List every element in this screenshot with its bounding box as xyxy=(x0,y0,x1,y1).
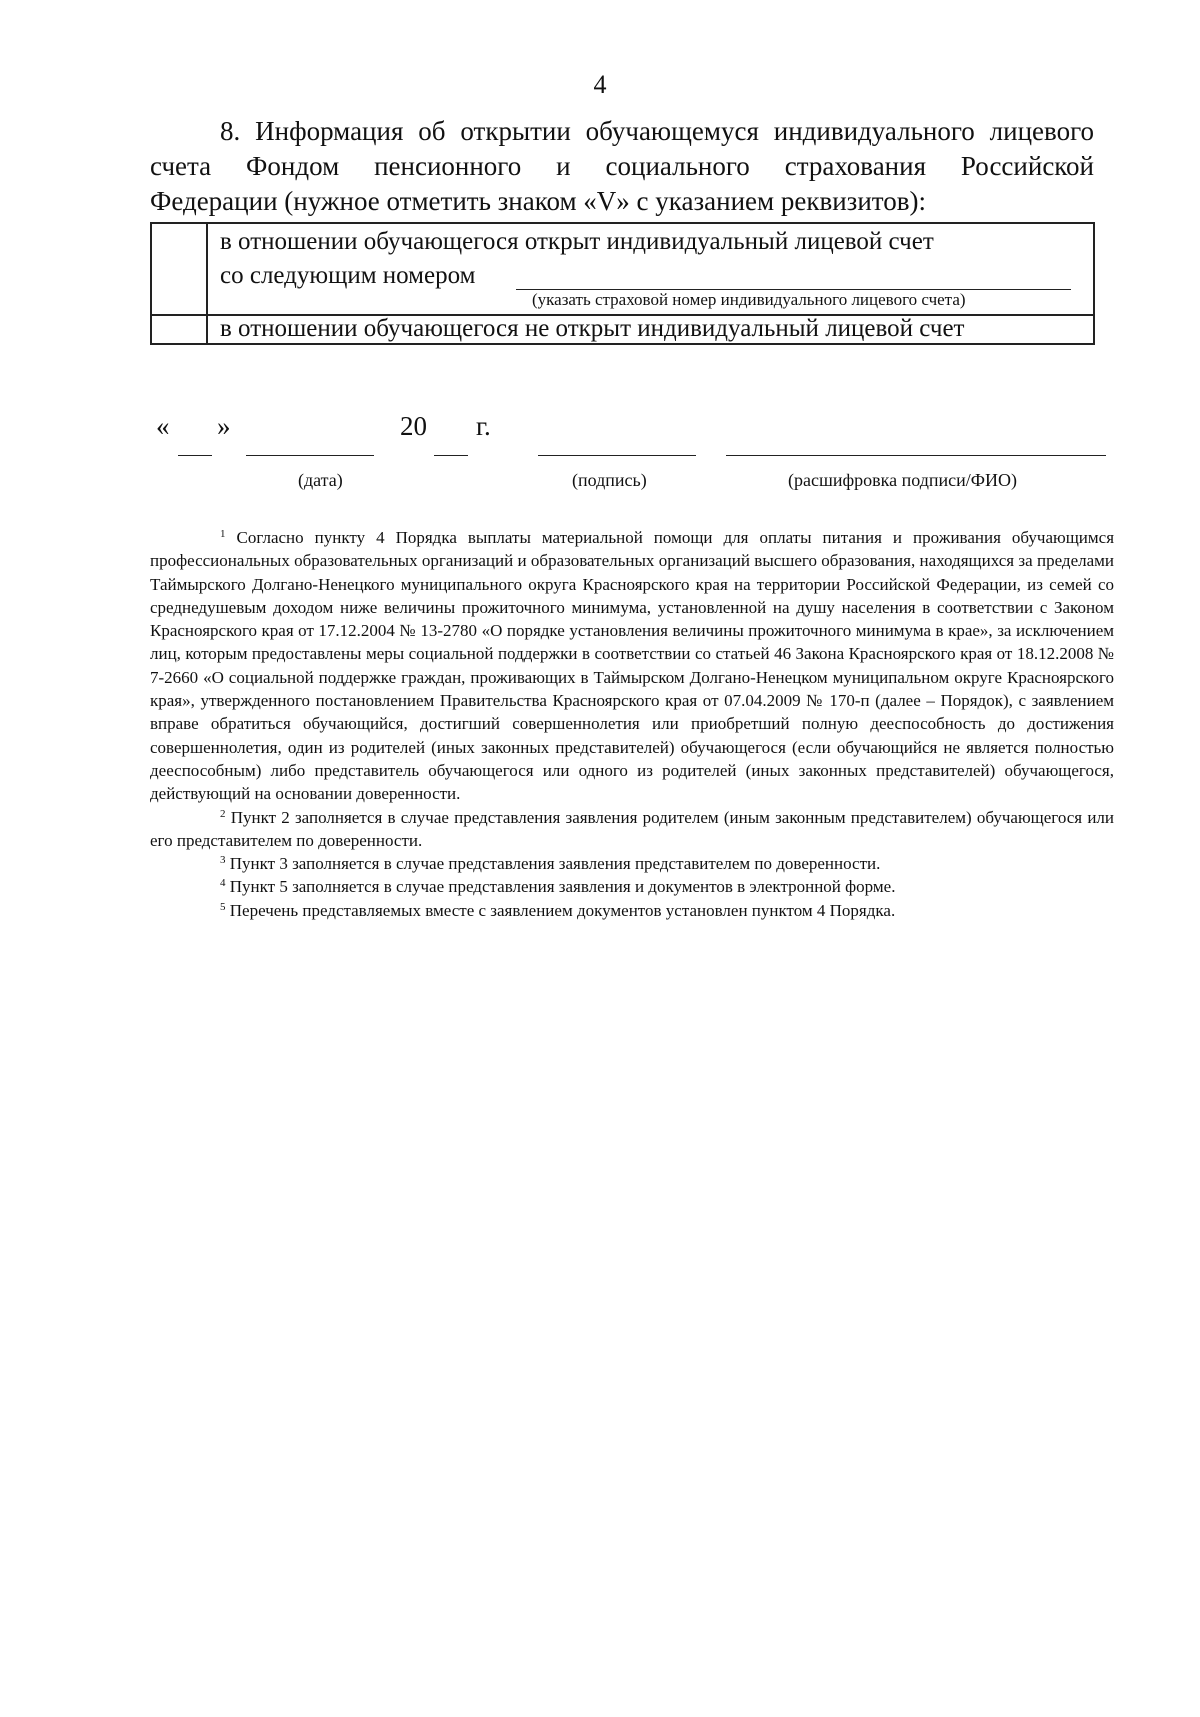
signature-caption: (подпись) xyxy=(572,470,647,490)
footnote xyxy=(150,526,1114,806)
date-close-quote: » xyxy=(217,411,231,441)
footnotes xyxy=(150,526,1114,922)
section-heading xyxy=(150,114,1094,219)
option-not-opened-label: в отношении обучающегося не открыт индивидуальный лицевой счет xyxy=(220,315,965,342)
footnote xyxy=(150,899,1114,922)
full-name-field[interactable] xyxy=(726,455,1106,456)
footnote-mark: 2 xyxy=(220,807,226,820)
footnote-text: Перечень представляемых вместе с заявлением документов установлен пунктом 4 Порядка. xyxy=(229,900,896,920)
account-number-hint: (указать страховой номер индивидуального лицевого счета) xyxy=(532,290,966,309)
footnote-mark: 4 xyxy=(220,877,226,890)
date-caption: (дата) xyxy=(298,470,343,490)
checkbox-column-divider xyxy=(206,224,208,343)
footnote xyxy=(150,875,1114,898)
option-opened-label: в отношении обучающегося открыт индивидуальный лицевой счет xyxy=(220,228,934,255)
footnote-text: Пункт 5 заполняется в случае представления заявления и документов в электронной форме. xyxy=(229,877,896,897)
footnote xyxy=(150,806,1114,853)
heading-line-1: 8. Информация об открытии обучающемуся индивидуального лицевого xyxy=(220,116,1094,146)
footnote-mark: 5 xyxy=(220,900,226,913)
footnote-text: Пункт 2 заполняется в случае представления заявления родителем (иным законным представителем) обучающегося или его представителем по доверенности. xyxy=(150,807,1115,850)
signature-field[interactable] xyxy=(538,455,696,456)
footnote-text: Согласно пункту 4 Порядка выплаты материальной помощи для оплаты питания и проживания обучающимся профессиональных образовательных организаций и образовательных организаций высшего образования, находящихся за пределами Таймырского Долгано-Ненецкого муниципального округа Красноярского края на территории Российской Федерации, из семей со среднедушевым доходом ниже величины прожиточного минимума, установленной на душу населения в соответствии с Законом Красноярского края от 17.12.2004 № 13-2780 «О порядке установления величины прожиточного минимума в крае», за исключением лиц, которым предоставлены меры социальной поддержки в соответствии со статьей 46 Закона Красноярского края от 18.12.2008 № 7-2660 «О социальной поддержке граждан, проживающих в Таймырском Долгано-Ненецком муниципальном округе Красноярского края», утвержденного постановлением Правительства Красноярского края от 07.04.2009 № 170-п (далее – Порядок), с заявлением вправе обратиться обучающийся, достигший совершеннолетия или приобретший полную дееспособность до достижения совершеннолетия, один из родителей (иных законных представителей) обучающегося (если обучающийся не является полностью дееспособным) либо представитель обучающегося или одного из родителей (иных законных представителей) обучающегося, действующий на основании доверенности. xyxy=(150,528,1115,804)
option-opened-number-label: со следующим номером xyxy=(220,262,476,289)
footnote-mark: 1 xyxy=(220,528,226,540)
page-number: 4 xyxy=(593,70,607,99)
date-year-prefix: 20 xyxy=(400,411,427,441)
footnote-mark: 3 xyxy=(220,854,226,867)
date-year-suffix: г. xyxy=(476,411,491,441)
account-options-table xyxy=(150,222,1095,345)
date-year-field[interactable] xyxy=(434,455,468,456)
heading-line-3: Федерации (нужное отметить знаком «V» с указанием реквизитов): xyxy=(150,186,926,216)
full-name-caption: (расшифровка подписи/ФИО) xyxy=(788,470,1017,490)
date-month-field[interactable] xyxy=(246,455,374,456)
date-open-quote: « xyxy=(156,411,170,441)
footnote-text: Пункт 3 заполняется в случае представления заявления представителем по доверенности. xyxy=(229,854,881,874)
heading-line-2: счета Фондом пенсионного и социального страхования Российской xyxy=(150,151,1094,181)
footnote xyxy=(150,852,1114,875)
date-day-field[interactable] xyxy=(178,455,212,456)
